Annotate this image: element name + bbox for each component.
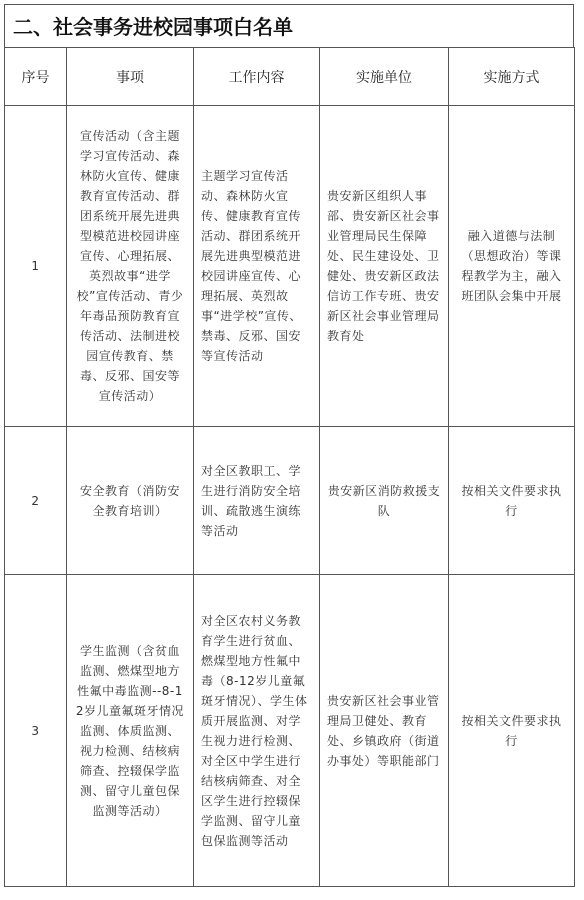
- header-unit: 实施单位: [320, 48, 449, 106]
- row-content: 对全区教职工、学生进行消防安全培训、疏散逃生演练等活动: [194, 427, 320, 575]
- header-item: 事项: [67, 48, 194, 106]
- row-number: 2: [5, 427, 67, 575]
- table-row: [5, 575, 575, 887]
- row-item: 宣传活动（含主题学习宣传活动、森林防火宣传、健康教育宣传活动、群团系统开展先进典型模范进校园讲座宣传、心理拓展、英烈故事“进学校”宣传活动、青少年毒品预防教育宣传活动、法制进校园宣传教育、禁毒、反邪、国安等宣传活动）: [67, 106, 194, 427]
- row-unit: 贵安新区社会事业管理局卫健处、教育处、乡镇政府（街道办事处）等职能部门: [320, 575, 449, 887]
- row-content: 对全区农村义务教育学生进行贫血、燃煤型地方性氟中毒（8-12岁儿童氟斑牙情况）、学生体质开展监测、对学生视力进行检测、对全区中学生进行结核病筛查、对全区学生进行控辍保学监测、留守儿童包保监测等活动: [194, 575, 320, 887]
- document-title: 二、社会事务进校园事项白名单: [4, 4, 574, 48]
- row-method: 按相关文件要求执行: [449, 427, 575, 575]
- row-number: 3: [5, 575, 67, 887]
- table-row: [5, 106, 575, 427]
- header-content: 工作内容: [194, 48, 320, 106]
- row-method: 按相关文件要求执行: [449, 575, 575, 887]
- row-item: 学生监测（含贫血监测、燃煤型地方性氟中毒监测--8-12岁儿童氟斑牙情况监测、体质监测、视力检测、结核病筛查、控辍保学监测、留守儿童包保监测等活动）: [67, 575, 194, 887]
- row-content: 主题学习宣传活动、森林防火宣传、健康教育宣传活动、群团系统开展先进典型模范进校园讲座宣传、心理拓展、英烈故事“进学校”宣传、禁毒、反邪、国安等宣传活动: [194, 106, 320, 427]
- row-number: 1: [5, 106, 67, 427]
- row-method: 融入道德与法制（思想政治）等课程教学为主，融入班团队会集中开展: [449, 106, 575, 427]
- table-row: [5, 427, 575, 575]
- row-unit: 贵安新区组织人事部、贵安新区社会事业管理局民生保障处、民生建设处、卫健处、贵安新区政法信访工作专班、贵安新区社会事业管理局教育处: [320, 106, 449, 427]
- row-item: 安全教育（消防安全教育培训）: [67, 427, 194, 575]
- whitelist-table: [4, 47, 575, 887]
- header-no: 序号: [5, 48, 67, 106]
- header-method: 实施方式: [449, 48, 575, 106]
- table-header-row: [5, 48, 575, 106]
- row-unit: 贵安新区消防救援支队: [320, 427, 449, 575]
